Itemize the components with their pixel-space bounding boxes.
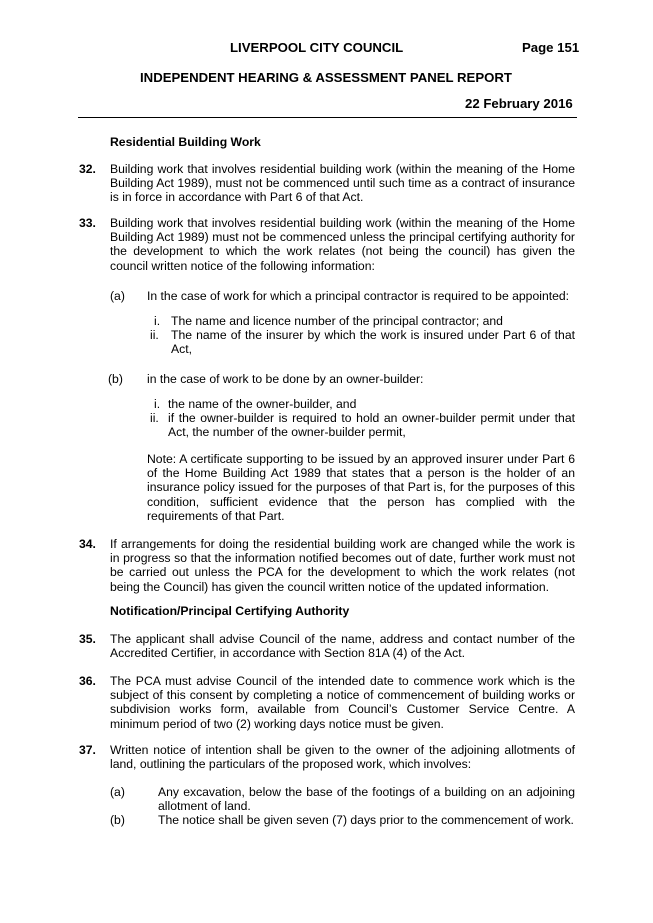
list-item-text: the name of the owner-builder, and	[168, 397, 357, 411]
subitem-text: in the case of work to be done by an owner-builder:	[147, 372, 424, 386]
section-heading-notification: Notification/Principal Certifying Authority	[110, 604, 350, 618]
list-item-text: if the owner-builder is required to hold an owner-builder permit under that Act, the number of the owner-builder permit,	[168, 411, 575, 440]
subitem-label: (a)	[110, 785, 125, 799]
condition-32	[79, 162, 575, 205]
condition-33	[79, 216, 575, 273]
report-title: INDEPENDENT HEARING & ASSESSMENT PANEL REPORT	[140, 70, 512, 85]
condition-35	[79, 632, 575, 660]
list-label: i.	[154, 314, 161, 328]
list-item-text: The name of the insurer by which the work is insured under Part 6 of that Act,	[171, 328, 575, 357]
condition-34	[79, 537, 575, 594]
subitem-text: In the case of work for which a principal contractor is required to be appointed:	[147, 289, 570, 303]
condition-text: Building work that involves residential building work (within the meaning of the Home Building Act 1989) must not be commenced unless the principal certifying authority for the development to which the work relates (not being the council) has given the council written notice of the following information:	[110, 216, 575, 273]
section-heading-residential: Residential Building Work	[110, 135, 261, 149]
condition-text: The applicant shall advise Council of the name, address and contact number of the Accredited Certifier, in accordance with Section 81A (4) of the Act.	[110, 632, 575, 661]
subitem-label: (b)	[108, 372, 123, 386]
list-label: ii.	[150, 328, 159, 342]
condition-36	[79, 674, 575, 731]
condition-text: Written notice of intention shall be given to the owner of the adjoining allotments of land, outlining the particulars of the proposed work, which involves:	[110, 743, 575, 772]
list-label: ii.	[150, 411, 159, 425]
condition-37	[79, 743, 575, 771]
subitem-label: (a)	[110, 289, 125, 303]
header-divider	[78, 117, 577, 118]
subitem-label: (b)	[110, 813, 125, 827]
list-label: i.	[154, 397, 161, 411]
council-name: LIVERPOOL CITY COUNCIL	[230, 40, 404, 55]
insurance-note: Note: A certificate supporting to be issued by an approved insurer under Part 6 of the Home Building Act 1989 that states that a person is the holder of an insurance policy issued for the purposes of that Part is, for the purposes of this condition, sufficient evidence that the person has complied with the requirements of that Part.	[147, 452, 575, 523]
subitem-text: The notice shall be given seven (7) days prior to the commencement of work.	[158, 813, 574, 827]
condition-number: 33.	[79, 216, 96, 230]
condition-text: If arrangements for doing the residential building work are changed while the work is in progress so that the information notified becomes out of date, further work must not be carried out unless the PCA for the development to which the work relates (not being the Council) has given the council written notice of the updated information.	[110, 537, 575, 594]
condition-number: 37.	[79, 743, 96, 757]
report-date: 22 February 2016	[465, 96, 573, 111]
condition-text: The PCA must advise Council of the intended date to commence work which is the subject of this consent by completing a notice of commencement of building works or subdivision works form, available from Council’s Customer Service Centre. A minimum period of two (2) working days notice must be given.	[110, 674, 575, 731]
condition-number: 35.	[79, 632, 96, 646]
page-number: Page 151	[522, 40, 580, 55]
condition-number: 32.	[79, 162, 96, 176]
condition-text: Building work that involves residential building work (within the meaning of the Home Building Act 1989), must not be commenced until such time as a contract of insurance is in force in accordance with Part 6 of that Act.	[110, 162, 575, 205]
condition-number: 36.	[79, 674, 96, 688]
subitem-text: Any excavation, below the base of the footings of a building on an adjoining allotment of land.	[158, 785, 575, 814]
list-item-text: The name and licence number of the principal contractor; and	[171, 314, 503, 328]
condition-number: 34.	[79, 537, 96, 551]
